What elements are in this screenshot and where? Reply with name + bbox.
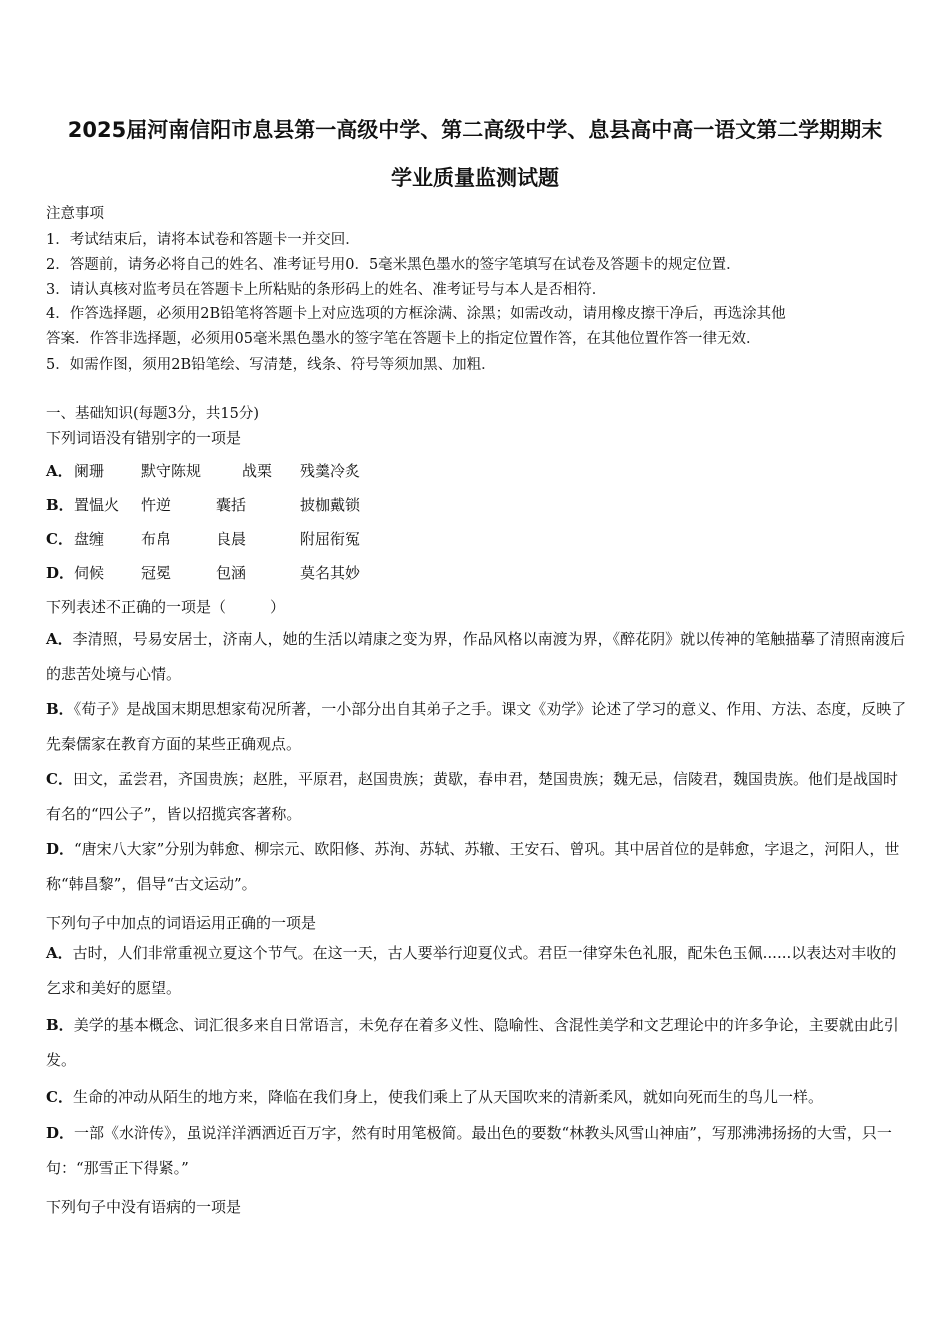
option-word: 包涵: [216, 564, 247, 582]
question-3-option-a: [46, 936, 908, 1006]
option-word: 莫名其妙: [300, 564, 361, 582]
option-key: A．: [46, 630, 73, 648]
option-key: B．: [46, 700, 74, 718]
question-3-option-c: [46, 1080, 908, 1115]
notice-item: 1．考试结束后，请将本试卷和答题卡一并交回．: [46, 232, 360, 248]
option-word: 附屈衔冤: [300, 530, 361, 548]
option-word: 残羹冷炙: [300, 462, 361, 480]
option-key: C．: [46, 530, 73, 548]
question-2-stem: [46, 596, 285, 617]
stem-text: ）: [270, 598, 286, 616]
option-text: 李清照，号易安居士，济南人，她的生活以靖康之变为界，作品风格以南渡为界，《醉花阴》就以传神的笔触描摹了清照南渡后的悲苦处境与心情。: [46, 630, 906, 683]
option-text: 一部《水浒传》，虽说洋洋洒洒近百万字，然有时用笔极简。最出色的要数“林教头风雪山神庙”，写那沸沸扬扬的大雪，只一句：“那雪正下得紧。”: [46, 1124, 892, 1177]
option-key: C．: [46, 1088, 73, 1106]
option-text: 田文，孟尝君，齐国贵族；赵胜，平原君，赵国贵族；黄歇，春申君，楚国贵族；魏无忌，信陵君，魏国贵族。他们是战国时有名的“四公子”，皆以招揽宾客著称。: [46, 770, 898, 823]
notice-item: 2．答题前，请务必将自己的姓名、准考证号用0．5毫米黑色墨水的签字笔填写在试卷及答题卡的规定位置．: [46, 257, 741, 273]
question-2-option-d: [46, 832, 908, 902]
option-key: C．: [46, 770, 73, 788]
option-text: 美学的基本概念、词汇很多来自日常语言，未免存在着多义性、隐喻性、含混性美学和文艺理论中的许多争论，主要就由此引发。: [46, 1016, 899, 1069]
option-key: D．: [46, 1124, 75, 1142]
notice-item: 5．如需作图，须用2B铅笔绘、写清楚，线条、符号等须加黑、加粗．: [46, 357, 496, 373]
notice-item: 答案．作答非选择题，必须用05毫米黑色墨水的签字笔在答题卡上的指定位置作答，在其他位置作答一律无效．: [46, 331, 761, 347]
option-word: 盘缠: [74, 530, 105, 548]
option-key: D．: [46, 564, 75, 582]
question-2-option-b: [46, 692, 908, 762]
option-text: 古时，人们非常重视立夏这个节气。在这一天，古人要举行迎夏仪式。君臣一律穿朱色礼服，配朱色玉佩......以表达对丰收的乞求和美好的愿望。: [46, 944, 897, 997]
section-heading: 一、基础知识(每题3分，共15分): [46, 406, 259, 422]
option-word: 良晨: [216, 530, 247, 548]
option-word: 囊括: [216, 496, 247, 514]
stem-text: 下列表述不正确的一项是（: [46, 598, 227, 616]
question-3-option-d: [46, 1116, 908, 1186]
option-text: 《荀子》是战国末期思想家荀况所著，一小部分出自其弟子之手。课文《劝学》论述了学习的意义、作用、方法、态度，反映了先秦儒家在教育方面的某些正确观点。: [46, 700, 907, 753]
option-word: 阑珊: [74, 462, 105, 480]
exam-title-line-2: 学业质量监测试题: [391, 166, 559, 190]
option-word: 冠冕: [141, 564, 172, 582]
option-word: 忤逆: [141, 496, 172, 514]
notice-heading: 注意事项: [46, 206, 104, 222]
option-text: 生命的冲动从陌生的地方来，降临在我们身上，使我们乘上了从天国吹来的清新柔风，就如向死而生的鸟儿一样。: [72, 1088, 823, 1106]
question-4-stem: 下列句子中没有语病的一项是: [46, 1198, 242, 1216]
option-key: A．: [46, 944, 73, 962]
notice-item: 4．作答选择题，必须用2B铅笔将答题卡上对应选项的方框涂满、涂黑；如需改动，请用橡皮擦干净后，再选涂其他: [46, 306, 786, 322]
exam-title-line-1: 2025届河南信阳市息县第一高级中学、第二高级中学、息县高中高一语文第二学期期末: [67, 118, 883, 142]
option-key: A．: [46, 462, 73, 480]
question-3-stem: 下列句子中加点的词语运用正确的一项是: [46, 914, 317, 932]
option-key: B．: [46, 1016, 74, 1034]
option-word: 伺候: [74, 564, 105, 582]
option-word: 战栗: [242, 462, 273, 480]
option-word: 披枷戴锁: [300, 496, 361, 514]
question-1-stem: 下列词语没有错别字的一项是: [46, 429, 242, 447]
question-2-option-a: [46, 622, 908, 692]
option-key: D．: [46, 840, 75, 858]
option-word: 默守陈规: [141, 462, 202, 480]
option-word: 布帛: [141, 530, 172, 548]
option-text: “唐宋八大家”分别为韩愈、柳宗元、欧阳修、苏洵、苏轼、苏辙、王安石、曾巩。其中居首位的是韩愈，字退之，河阳人，世称“韩昌黎”，倡导“古文运动”。: [46, 840, 900, 893]
option-key: B．: [46, 496, 74, 514]
question-2-option-c: [46, 762, 908, 832]
question-3-option-b: [46, 1008, 908, 1078]
option-word: 置愠火: [74, 496, 120, 514]
notice-item: 3．请认真核对监考员在答题卡上所粘贴的条形码上的姓名、准考证号与本人是否相符．: [46, 282, 607, 298]
